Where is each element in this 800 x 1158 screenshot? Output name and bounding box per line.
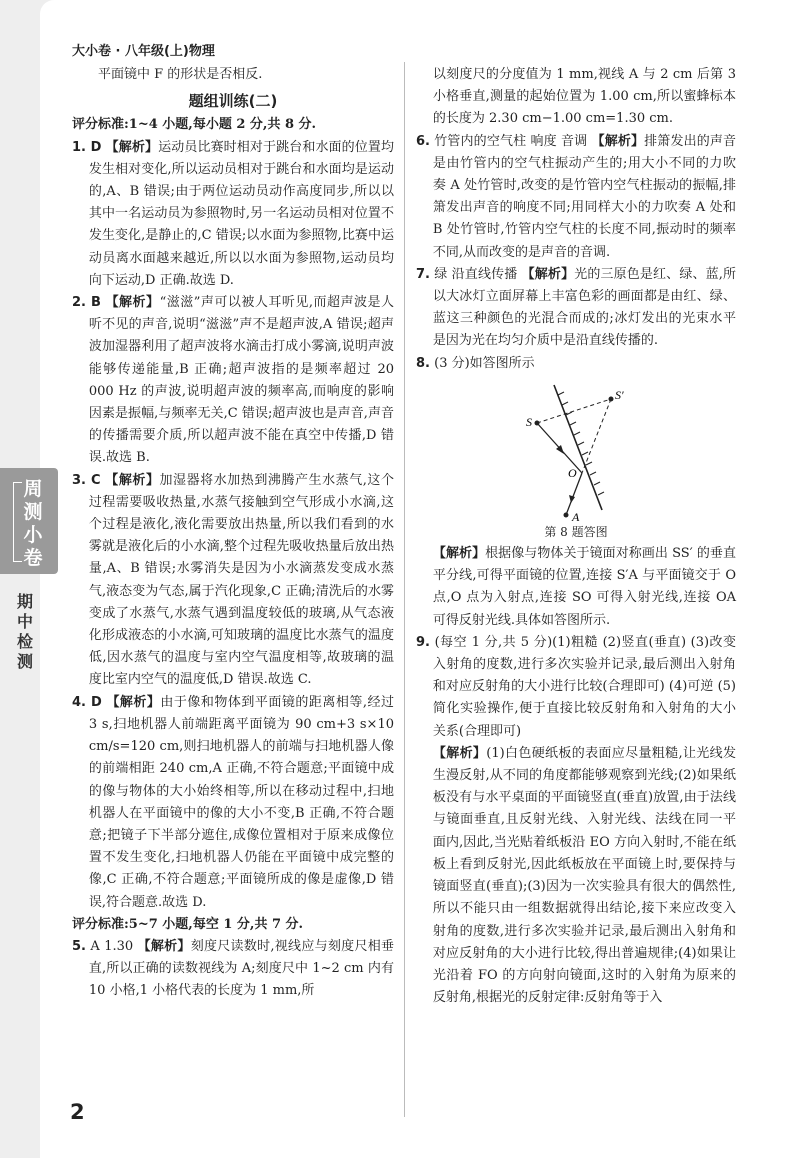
q9-tag: 【解析】 [432, 745, 487, 761]
q1-tag: 【解析】 [105, 139, 159, 155]
q5-text: 刻度尺读数时,视线应与刻度尺相垂直,所以正确的读数视线为 A;刻度尺中 1~2 cm 内有 10 小格,1 小格代表的长度为 1 mm,所 [88, 938, 395, 999]
q5-number: 5. [72, 938, 86, 954]
figure-8-diagram [416, 375, 736, 525]
label-s-prime: S′ [615, 387, 624, 402]
q3-number: 3. C [72, 472, 101, 488]
q5-tag: 【解析】 [137, 938, 191, 954]
q2-text: “滋滋”声可以被人耳听见,而超声波是人听不见的声音,说明“滋滋”声不是超声波,A 错误;超声波加湿器利用了超声波将水滴击打成小雾滴,说明声波能够传递能量,B 正确;超声波指的是频率超过 20 000 Hz 的声波,说明超声波的频率高,而响度的影响因素是振幅,与频率无关,C 错误;超声波也是声音,声音的传播需要介质,所以超声波不能在真空中传播,D 错误.故选 B. [88, 295, 394, 466]
q6-number: 6. [416, 133, 430, 149]
answer-9 [416, 632, 736, 743]
page-number: 2 [70, 1100, 85, 1124]
q7-text: 光的三原色是红、绿、蓝,所以大冰灯立面屏幕上丰富色彩的画面都是由红、绿、蓝这三种颜色的光混合而成的;冰灯发出的光束水平是因为光在均匀介质中是沿直线传播的. [432, 266, 737, 349]
label-o: O [568, 465, 577, 480]
mirror-hatching [558, 392, 604, 495]
q2-tag: 【解析】 [105, 295, 160, 311]
q4-text: 由于像和物体到平面镜的距离相等,经过 3 s,扫地机器人前端距离平面镜为 90 cm+3 s×10 cm/s=120 cm,则扫地机器人的前端与扫地机器人像的前端相距 240 cm,A 正确,不符合题意;平面镜中成的像与物体的大小始终相等,所以在移动过程中,扫地机器人在平面镜中的像的大小不变,B 正确,不符合题意;把镜子下半部分遮住,成像位置相对于原来成像位置不发生变化,扫地机器人仍能在平面镜中成完整的像,C 正确,不符合题意;平面镜所成的像是虚像,D 错误,符合题意.故选 D. [88, 694, 394, 910]
q9-number: 9. [416, 634, 430, 650]
answer-3 [72, 470, 394, 692]
answer-6 [416, 131, 736, 264]
q5-answer: A 1.30 [90, 938, 134, 954]
point-s-prime [609, 396, 614, 401]
reflection-diagram [416, 375, 736, 525]
q7-tag: 【解析】 [521, 266, 575, 282]
q6-answer: 竹管内的空气柱 响度 音调 [434, 133, 588, 149]
q7-answer: 绿 沿直线传播 [434, 266, 518, 282]
s-prime-o-dashed-line [582, 399, 611, 473]
q8-expl-text: 根据像与物体关于镜面对称画出 SS′ 的垂直平分线,可得平面镜的位置,连接 S′A 与平面镜交于 O 点,O 点为入射点,连接 SO 可得入射光线,连接 OA 可得反射光线.具体如答图所示. [432, 546, 736, 628]
point-a [564, 512, 569, 517]
answer-1 [72, 137, 394, 292]
intro-line: 平面镜中 F 的形状是否相反. [98, 67, 263, 82]
q4-number: 4. D [72, 694, 102, 710]
q6-tag: 【解析】 [591, 133, 645, 149]
tab-bracket [13, 482, 22, 562]
label-a: A [572, 509, 580, 524]
answer-8 [416, 353, 736, 375]
q8-number: 8. [416, 355, 430, 371]
side-tab-label: 周测小卷 [23, 478, 43, 569]
point-s [535, 420, 540, 425]
section-title: 题组训练(二) [188, 92, 278, 111]
answer-7 [416, 264, 736, 353]
q8-tag: 【解析】 [432, 546, 486, 562]
q6-text: 排箫发出的声音是由竹管内的空气柱振动产生的;用大小不同的力吹奏 A 处竹管时,改变的是竹管内空气柱振动的振幅,排箫发出声音的响度不同;用同样大小的力吹奏 A 处和 B 处竹管时,竹管内空气柱的长度不同,振动时的频率不同,从而改变的是声音的音调. [432, 133, 736, 260]
q1-text: 运动员比赛时相对于跳台和水面的位置均发生相对变化,所以运动员相对于跳台和水面均是运动的,A、B 错误;由于两位运动员动作高度同步,所以以其中一名运动员为参照物时,另一名运动员相对位置不发生变化,是静止的,C 错误;以水面为参照物,比赛中运动员离水面越来越近,所以以水面为参照物,运动员均向下运动,D 正确.故选 D. [88, 139, 394, 288]
answer-5 [72, 936, 394, 1003]
right-column [416, 64, 736, 1009]
q8-explanation [416, 543, 736, 632]
column-divider [404, 62, 405, 1117]
q9-answer: (每空 1 分,共 5 分)(1)粗糙 (2)竖直(垂直) (3)改变入射角的度数,进行多次实验并记录,最后测出入射角和对应反射角的大小进行比较(合理即可) (4)可逆 (5)简化实验操作,便于直接比较反射角和入射角的大小关系(合理即可) [432, 634, 736, 739]
q1-number: 1. D [72, 139, 102, 155]
reflected-arrow [569, 495, 575, 503]
figure-caption: 第 8 题答图 [544, 524, 608, 539]
q2-number: 2. B [72, 295, 101, 311]
q5-continued: 以刻度尺的分度值为 1 mm,视线 A 与 2 cm 后第 3 小格垂直,测量的起始位置为 1.00 cm,所以蜜蜂标本的长度为 2.30 cm−1.00 cm=1.30 cm. [432, 67, 736, 127]
running-header: 大小卷 · 八年级(上)物理 [72, 44, 215, 59]
label-s: S [526, 414, 532, 429]
q9-explanation [416, 743, 736, 1009]
q8-text: (3 分)如答图所示 [434, 355, 535, 371]
q9-expl-text: (1)白色硬纸板的表面应尽量粗糙,让光线发生漫反射,从不同的角度都能够观察到光线;(2)如果纸板没有与水平桌面的平面镜竖直(垂直)放置,由于法线与镜面垂直,且反射光线、入射光线、法线在同一平面内,因此,当光贴着纸板沿 EO 方向入射时,不能在纸板上看到反射光,因此纸板放在平面镜上时,要保持与镜面竖直(垂直);(3)因为一次实验具有很大的偶然性,所以不能只由一组数据就得出结论,接下来应改变入射角的度数,进行多次实验并记录,最后测出入射角和对应反射角的大小进行比较,得出普遍规律;(4)如果让光沿着 FO 的方向射向镜面,这时的入射角为原来的反射角,根据光的反射定律:反射角等于入 [432, 745, 736, 1006]
score-criteria-2: 评分标准:5~7 小题,每空 1 分,共 7 分. [72, 916, 304, 932]
q3-text: 加湿器将水加热到沸腾产生水蒸气,这个过程需要吸收热量,水蒸气接触到空气形成小水滴,这个过程是液化,液化需要放出热量,所以我们看到的水雾就是液化后的小水滴,整个过程先吸收热量后放出热量,A、B 错误;水雾消失是因为小水滴蒸发变成水蒸气,液态变为气态,属于汽化现象,C 正确;清洗后的水雾变成了水蒸气,水蒸气遇到温度较低的玻璃,从气态液化形成液态的小水滴,可知玻璃的温度比水蒸气的温度低,因水蒸气的温度与室内空气温度相等,故玻璃的温度比室内空气的温度低,D 错误.故选 C. [88, 472, 394, 688]
q4-tag: 【解析】 [106, 694, 161, 710]
q7-number: 7. [416, 266, 430, 282]
score-criteria-1: 评分标准:1~4 小题,每小题 2 分,共 8 分. [72, 117, 317, 133]
q3-tag: 【解析】 [105, 472, 160, 488]
left-column [72, 64, 394, 1003]
side-tab-weekly-quiz[interactable] [0, 468, 58, 574]
answer-2 [72, 292, 394, 470]
answer-4 [72, 692, 394, 914]
side-label-midterm: 期中检测 [16, 592, 33, 671]
ss-prime-dashed-line [537, 399, 611, 423]
